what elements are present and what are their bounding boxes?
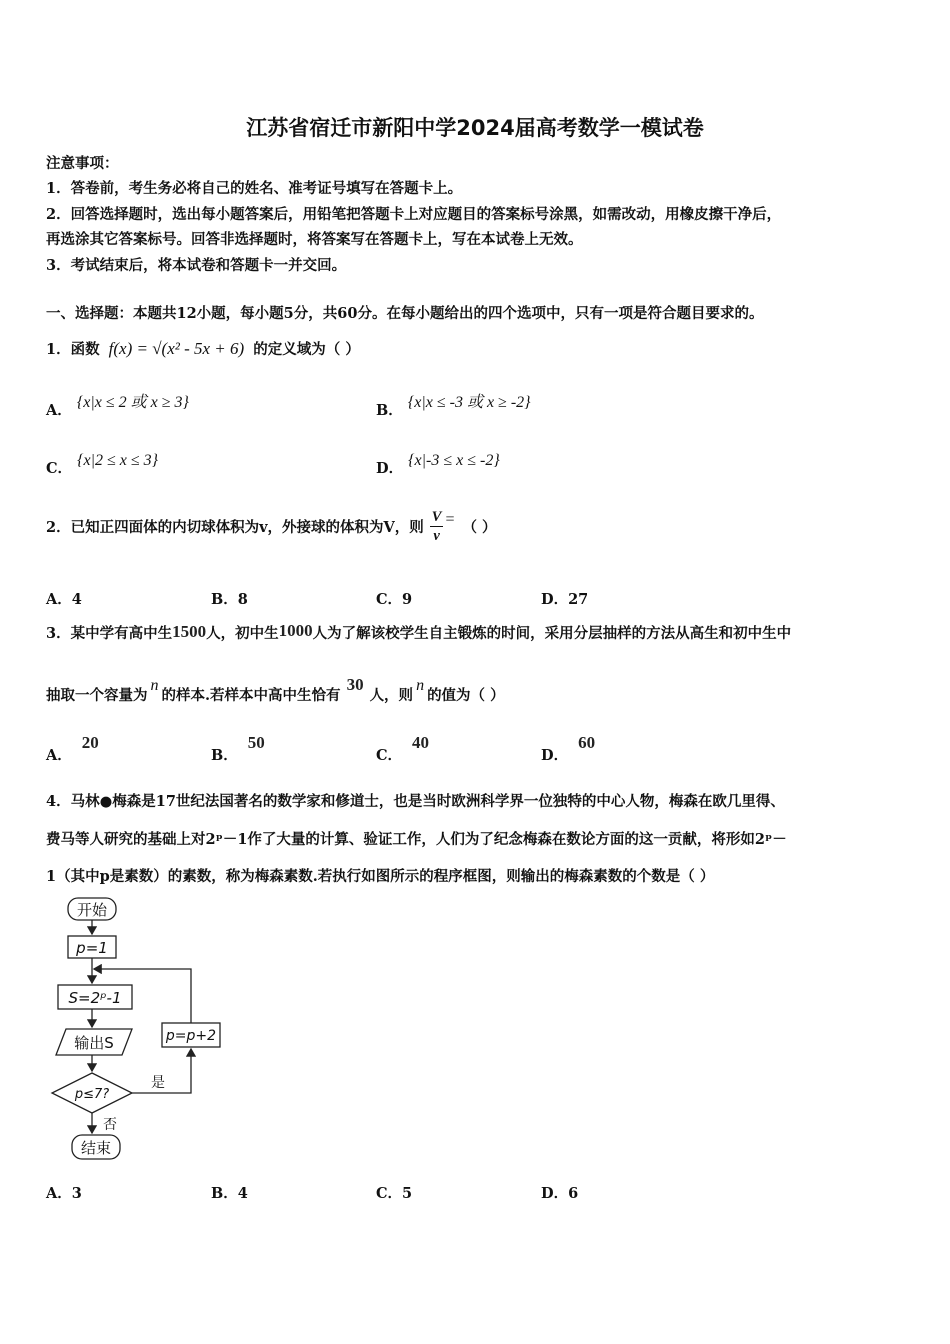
q3-option-a-value: 20: [81, 733, 99, 752]
notice-item-1: 1．答卷前，考生务必将自己的姓名、准考证号填写在答题卡上。: [46, 180, 463, 197]
question-4-line-3: 1（其中p是素数）的素数，称为梅森素数.若执行如图所示的程序框图，则输出的梅森素数的个数是（ ）: [46, 868, 715, 885]
q1-option-a[interactable]: [46, 394, 189, 420]
question-3-line-2: [46, 675, 505, 705]
q1-option-c[interactable]: [46, 452, 159, 478]
q4-option-b-label: B．: [211, 1185, 238, 1202]
flowchart-end: 结束: [80, 1139, 112, 1157]
q3-part-2: 人，初中生: [206, 625, 279, 642]
q2-option-b-value: 8: [237, 591, 248, 608]
q4-option-d-value: 6: [568, 1185, 579, 1202]
q3-part-6: 人，则: [369, 687, 414, 704]
q3-part-7: 的值为（ ）: [427, 687, 505, 704]
q3-part-3: 人为了解该校学生自主锻炼的时间，采用分层抽样的方法从高生和初中生中: [312, 625, 792, 642]
q2-option-d-label: D．: [541, 591, 569, 608]
q3-part-5: 的样本.若样本中高中生恰有: [161, 687, 341, 704]
q3-option-c[interactable]: [376, 733, 430, 765]
q1-suffix: 的定义域为（ ）: [253, 341, 360, 358]
q3-option-d-label: D．: [541, 747, 569, 764]
q1-option-c-label: C．: [46, 460, 73, 477]
q1-option-a-label: A．: [46, 402, 72, 419]
flowchart: [40, 893, 240, 1168]
q2-option-a-label: A．: [46, 591, 72, 608]
q3-part-1: 3．某中学有高中生: [46, 625, 173, 642]
q4-option-c-label: C．: [376, 1185, 403, 1202]
q3-option-d-value: 60: [578, 733, 596, 752]
q3-option-b-label: B．: [211, 747, 238, 764]
question-1: [46, 338, 360, 359]
flowchart-start: 开始: [76, 901, 108, 919]
q3-part-4: 抽取一个容量为: [46, 687, 148, 704]
q2-option-c[interactable]: [376, 588, 412, 609]
q4-option-a-label: A．: [46, 1185, 72, 1202]
q4-option-a-value: 3: [71, 1185, 82, 1202]
q4-option-c-value: 5: [402, 1185, 413, 1202]
q3-option-b-value: 50: [247, 733, 265, 752]
q2-option-a[interactable]: [46, 588, 82, 609]
notice-heading: 注意事项：: [46, 155, 119, 172]
q2-fraction: [430, 508, 444, 545]
q4-option-b[interactable]: [211, 1182, 248, 1203]
section-heading: 一、选择题：本题共12小题，每小题5分，共60分。在每小题给出的四个选项中，只有一项是符合题目要求的。: [46, 305, 764, 322]
flowchart-no-label: 否: [103, 1117, 117, 1133]
q2-option-c-label: C．: [376, 591, 403, 608]
question-4-line-2: 费马等人研究的基础上对2ᵖ－1作了大量的计算、验证工作，人们为了纪念梅森在数论方面的这一贡献，将形如2ᵖ－: [46, 831, 787, 848]
q3-number-1000: 1000: [278, 621, 313, 640]
q1-option-d[interactable]: [376, 452, 500, 478]
q2-option-d[interactable]: [541, 588, 588, 609]
flowchart-decision: p≤7?: [74, 1087, 110, 1102]
q4-option-d[interactable]: [541, 1182, 578, 1203]
flowchart-output: 输出S: [74, 1034, 114, 1052]
flowchart-increment: p=p+2: [165, 1028, 217, 1044]
q2-frac-den: v: [433, 527, 440, 544]
q2-option-b-label: B．: [211, 591, 238, 608]
q3-number-1500: 1500: [172, 622, 207, 641]
q1-option-b[interactable]: [376, 394, 531, 420]
q1-prefix: 1．函数: [46, 341, 100, 358]
q2-option-b[interactable]: [211, 588, 248, 609]
q3-option-a[interactable]: [46, 733, 99, 765]
q2-frac-num: V: [431, 508, 442, 525]
flowchart-compute: S=2ᵖ-1: [68, 989, 122, 1007]
q3-number-30: 30: [346, 675, 364, 694]
q1-option-c-set: {x|2 ≤ x ≤ 3}: [77, 452, 159, 469]
q2-option-a-value: 4: [71, 591, 82, 608]
q2-option-c-value: 9: [402, 591, 413, 608]
q1-option-b-label: B．: [376, 402, 403, 419]
q4-option-b-value: 4: [237, 1185, 248, 1202]
notice-item-2-cont: 再选涂其它答案标号。回答非选择题时，将答案写在答题卡上，写在本试卷上无效。: [46, 231, 583, 248]
q3-var-n-2: n: [416, 677, 425, 694]
flowchart-init: p=1: [76, 939, 108, 957]
q2-option-d-value: 27: [568, 591, 589, 608]
q4-option-d-label: D．: [541, 1185, 569, 1202]
q1-option-a-set: {x|x ≤ 2 或 x ≥ 3}: [76, 394, 189, 411]
q3-option-c-value: 40: [412, 733, 430, 752]
question-3-line-1: [46, 622, 791, 643]
notice-item-3: 3．考试结束后，将本试卷和答题卡一并交回。: [46, 257, 347, 274]
q3-option-d[interactable]: [541, 733, 596, 765]
q3-var-n: n: [150, 677, 159, 694]
q1-option-b-set: {x|x ≤ -3 或 x ≥ -2}: [407, 394, 531, 411]
q4-option-a[interactable]: [46, 1182, 82, 1203]
q4-option-c[interactable]: [376, 1182, 412, 1203]
question-2: [46, 504, 497, 548]
q2-text: 2．已知正四面体的内切球体积为v，外接球的体积为V，则: [46, 518, 424, 536]
q2-equals: =: [445, 511, 455, 528]
q3-option-b[interactable]: [211, 733, 265, 765]
q2-paren: （ ）: [462, 518, 497, 536]
q3-option-a-label: A．: [46, 747, 72, 764]
q1-option-d-label: D．: [376, 460, 404, 477]
q1-option-d-set: {x|-3 ≤ x ≤ -2}: [408, 452, 500, 469]
notice-item-2: 2．回答选择题时，选出每小题答案后，用铅笔把答题卡上对应题目的答案标号涂黑，如需改动，用橡皮擦干净后，: [46, 206, 782, 223]
page-title: 江苏省宿迁市新阳中学2024届高考数学一模试卷: [246, 116, 704, 140]
question-4-line-1: 4．马林●梅森是17世纪法国著名的数学家和修道士，也是当时欧洲科学界一位独特的中心人物，梅森在欧几里得、: [46, 793, 785, 810]
flowchart-yes-label: 是: [151, 1075, 165, 1091]
q3-option-c-label: C．: [376, 747, 403, 764]
q1-formula: f(x) = √(x² - 5x + 6): [108, 339, 245, 358]
